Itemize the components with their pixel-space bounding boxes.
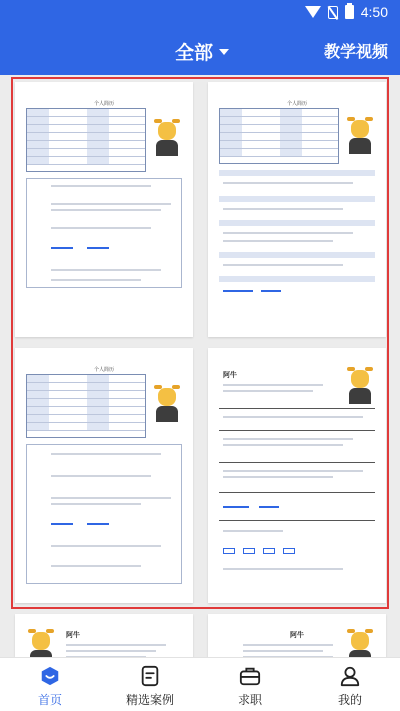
selection-highlight: [11, 77, 389, 609]
bottom-navigation: [0, 657, 400, 711]
avatar: [26, 626, 56, 657]
caret-down-icon: [219, 49, 229, 55]
template-card[interactable]: [15, 614, 193, 657]
app-bar: [0, 0, 400, 75]
nav-featured-cases-label: 精选案例: [125, 693, 174, 707]
template-title: 个人简历: [93, 101, 114, 107]
nav-profile-label: 我的: [337, 693, 362, 707]
template-list[interactable]: [0, 75, 400, 657]
nav-home[interactable]: [0, 658, 100, 711]
nav-profile[interactable]: [300, 658, 400, 711]
no-sim-icon: [328, 6, 338, 19]
document-icon: [139, 665, 161, 687]
user-icon: [339, 665, 361, 687]
template-title: 个人简历: [93, 367, 114, 373]
nav-jobs[interactable]: [200, 658, 300, 711]
category-label: 全部: [175, 42, 214, 64]
wifi-icon: [305, 6, 321, 18]
nav-home-label: 首页: [37, 693, 62, 707]
briefcase-icon: [239, 665, 261, 687]
template-title: 阿牛: [290, 631, 304, 639]
nav-jobs-label: 求职: [237, 693, 262, 707]
nav-featured-cases[interactable]: [100, 658, 200, 711]
template-card[interactable]: [208, 614, 386, 657]
status-time: 4:50: [360, 4, 388, 20]
home-icon: [39, 665, 61, 687]
battery-icon: [345, 5, 354, 19]
category-dropdown[interactable]: [175, 38, 229, 65]
template-title: 个人简历: [286, 101, 307, 107]
status-bar: [0, 0, 400, 24]
template-title: 阿牛: [66, 631, 80, 639]
template-title: 阿牛: [223, 371, 237, 379]
avatar: [345, 626, 375, 657]
tutorial-video-link[interactable]: 教学视频: [323, 42, 388, 61]
